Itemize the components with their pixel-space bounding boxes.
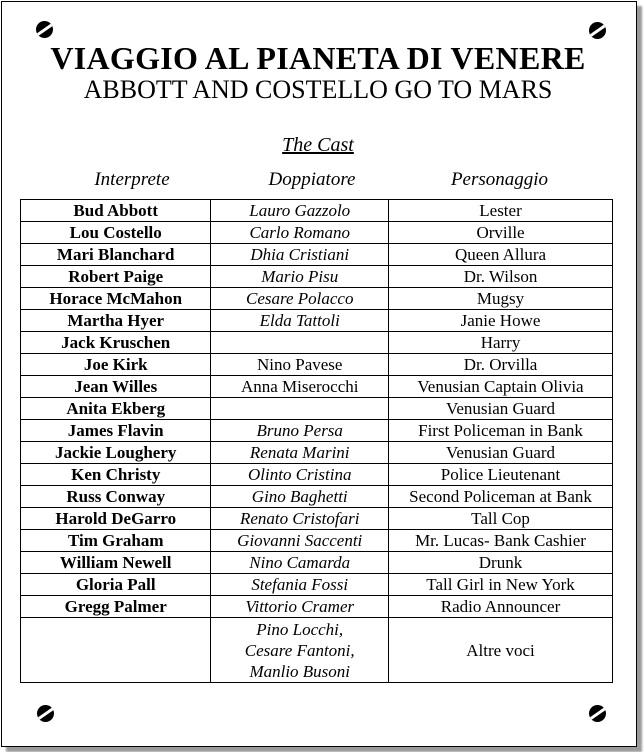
role-cell: Janie Howe	[389, 310, 613, 332]
role-cell: Mugsy	[389, 288, 613, 310]
dubber-cell: Mario Pisu	[211, 266, 389, 288]
dubber-cell: Nino Pavese	[211, 354, 389, 376]
cast-plaque	[1, 1, 637, 747]
role-cell: First Policeman in Bank	[389, 420, 613, 442]
table-row	[21, 552, 613, 574]
cast-table	[20, 199, 613, 683]
actor-cell: Harold DeGarro	[21, 508, 211, 530]
dubber-cell: Dhia Cristiani	[211, 244, 389, 266]
actor-cell: Bud Abbott	[21, 200, 211, 222]
column-header-dubber: Doppiatore	[268, 169, 356, 190]
table-row	[21, 310, 613, 332]
screw-icon	[589, 22, 606, 39]
role-cell: Harry	[389, 332, 613, 354]
dubber-cell: Anna Miserocchi	[211, 376, 389, 398]
screw-icon	[36, 21, 53, 38]
table-row	[21, 200, 613, 222]
actor-cell: Robert Paige	[21, 266, 211, 288]
role-cell: Mr. Lucas- Bank Cashier	[389, 530, 613, 552]
dubber-cell	[211, 332, 389, 354]
dubber-cell: Stefania Fossi	[211, 574, 389, 596]
role-cell: Drunk	[389, 552, 613, 574]
actor-cell: Anita Ekberg	[21, 398, 211, 420]
role-cell: Altre voci	[389, 618, 613, 683]
table-row	[21, 574, 613, 596]
table-row	[21, 442, 613, 464]
actor-cell: Gloria Pall	[21, 574, 211, 596]
dubber-name: Pino Locchi,	[256, 619, 344, 639]
column-header-actor: Interprete	[94, 169, 170, 190]
role-cell: Dr. Orvilla	[389, 354, 613, 376]
dubber-cell: Olinto Cristina	[211, 464, 389, 486]
table-row	[21, 354, 613, 376]
english-title: ABBOTT AND COSTELLO GO TO MARS	[83, 75, 553, 104]
actor-cell: Ken Christy	[21, 464, 211, 486]
actor-cell: William Newell	[21, 552, 211, 574]
screw-icon	[589, 705, 606, 722]
actor-cell: Jackie Loughery	[21, 442, 211, 464]
role-cell: Venusian Guard	[389, 398, 613, 420]
actor-cell: Joe Kirk	[21, 354, 211, 376]
actor-cell: Horace McMahon	[21, 288, 211, 310]
dubber-cell: Cesare Polacco	[211, 288, 389, 310]
role-cell: Venusian Captain Olivia	[389, 376, 613, 398]
dubber-cell: Carlo Romano	[211, 222, 389, 244]
dubber-cell: Renata Marini	[211, 442, 389, 464]
table-row	[21, 398, 613, 420]
table-row	[21, 464, 613, 486]
dubber-cell: Giovanni Saccenti	[211, 530, 389, 552]
table-row	[21, 508, 613, 530]
table-row	[21, 420, 613, 442]
role-cell: Dr. Wilson	[389, 266, 613, 288]
actor-cell: Martha Hyer	[21, 310, 211, 332]
role-cell: Venusian Guard	[389, 442, 613, 464]
italian-title: VIAGGIO AL PIANETA DI VENERE	[50, 40, 586, 76]
actor-cell: Gregg Palmer	[21, 596, 211, 618]
actor-cell: Russ Conway	[21, 486, 211, 508]
role-cell: Tall Girl in New York	[389, 574, 613, 596]
table-row	[21, 596, 613, 618]
dubber-cell: Vittorio Cramer	[211, 596, 389, 618]
dubber-cell: Nino Camarda	[211, 552, 389, 574]
table-row	[21, 376, 613, 398]
role-cell: Lester	[389, 200, 613, 222]
role-cell: Queen Allura	[389, 244, 613, 266]
table-row	[21, 222, 613, 244]
actor-cell: Lou Costello	[21, 222, 211, 244]
table-row	[21, 618, 613, 683]
actor-cell: Tim Graham	[21, 530, 211, 552]
role-cell: Tall Cop	[389, 508, 613, 530]
actor-cell	[21, 618, 211, 683]
table-row	[21, 486, 613, 508]
dubber-cell: Elda Tattoli	[211, 310, 389, 332]
dubber-name: Cesare Fantoni,	[244, 640, 355, 660]
actor-cell: Jean Willes	[21, 376, 211, 398]
role-cell: Radio Announcer	[389, 596, 613, 618]
table-row	[21, 266, 613, 288]
dubber-cell: Bruno Persa	[211, 420, 389, 442]
actor-cell: Jack Kruschen	[21, 332, 211, 354]
role-cell: Police Lieutenant	[389, 464, 613, 486]
screw-icon	[37, 705, 54, 722]
table-row	[21, 244, 613, 266]
table-row	[21, 332, 613, 354]
dubber-cell	[211, 618, 389, 683]
dubber-name: Manlio Busoni	[249, 661, 351, 681]
actor-cell: James Flavin	[21, 420, 211, 442]
table-row	[21, 288, 613, 310]
column-header-role: Personaggio	[450, 169, 549, 190]
dubber-cell	[211, 398, 389, 420]
role-cell: Second Policeman at Bank	[389, 486, 613, 508]
cast-heading: The Cast	[282, 134, 354, 156]
dubber-cell: Renato Cristofari	[211, 508, 389, 530]
dubber-cell: Lauro Gazzolo	[211, 200, 389, 222]
actor-cell: Mari Blanchard	[21, 244, 211, 266]
role-cell: Orville	[389, 222, 613, 244]
table-row	[21, 530, 613, 552]
dubber-cell: Gino Baghetti	[211, 486, 389, 508]
